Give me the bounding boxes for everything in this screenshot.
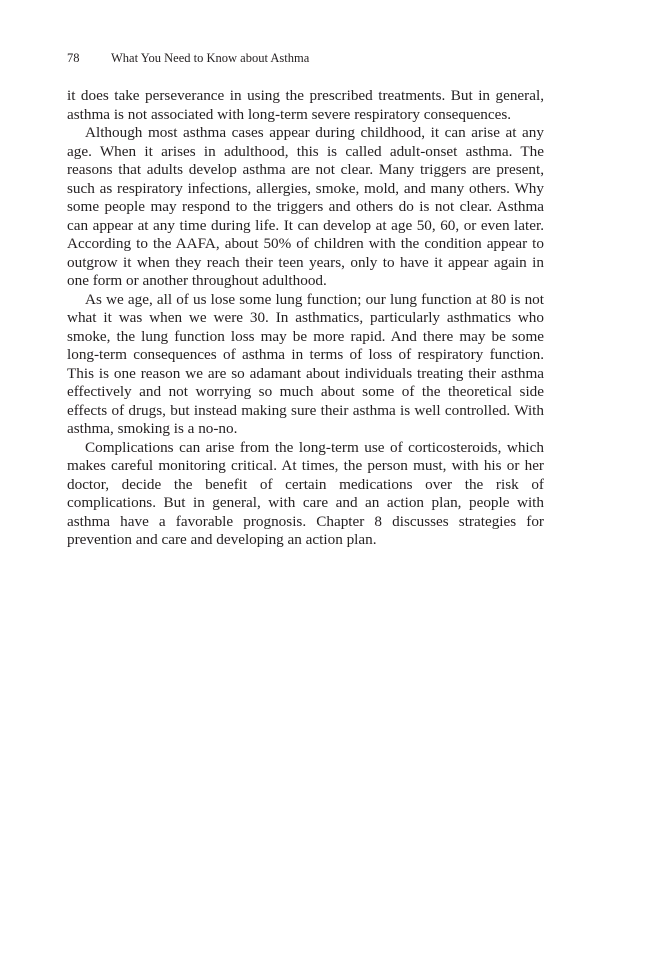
running-header [67,50,547,66]
paragraph-aging-lung-function: As we age, all of us lose some lung function; our lung function at 80 is not what it was when we were 30. In asthmatics, particularly asthmatics who smoke, the lung function loss may be more rapid. And there may be some long-term consequences of asthma in terms of loss of respiratory function. This is one reason we are so adamant about individuals treating their asthma effectively and not worrying so much about some of the theoretical side effects of drugs, but instead making sure their asthma is well controlled. With asthma, smoking is a no-no. [67,290,544,437]
paragraph-continuation: it does take perseverance in using the prescribed treatments. But in general, asthma is not associated with long-term severe respiratory consequences. [67,87,544,123]
paragraph-adult-onset: Although most asthma cases appear during childhood, it can arise at any age. When it arises in adulthood, this is called adult-onset asthma. The reasons that adults develop asthma are not clear. Many triggers are present, such as respiratory infections, allergies, smoke, mold, and many others. Why some people may respond to the triggers and others do is not clear. Asthma can appear at any time during life. It can develop at age 50, 60, or even later. According to the AAFA, about 50% of children with the condition appear to outgrow it when they reach their teen years, only to have it appear again in one form or another throughout adulthood. [67,124,544,289]
paragraph-complications: Complications can arise from the long-term use of corticosteroids, which makes careful monitoring critical. At times, the person must, with his or her doctor, decide the benefit of certain medications over the risk of complications. But in general, with care and an action plan, people with asthma have a favorable prognosis. Chapter 8 discusses strategies for prevention and care and developing an action plan. [67,438,544,548]
page-number: 78 [67,51,80,65]
running-title: What You Need to Know about Asthma [111,51,310,65]
body-text [67,87,544,550]
